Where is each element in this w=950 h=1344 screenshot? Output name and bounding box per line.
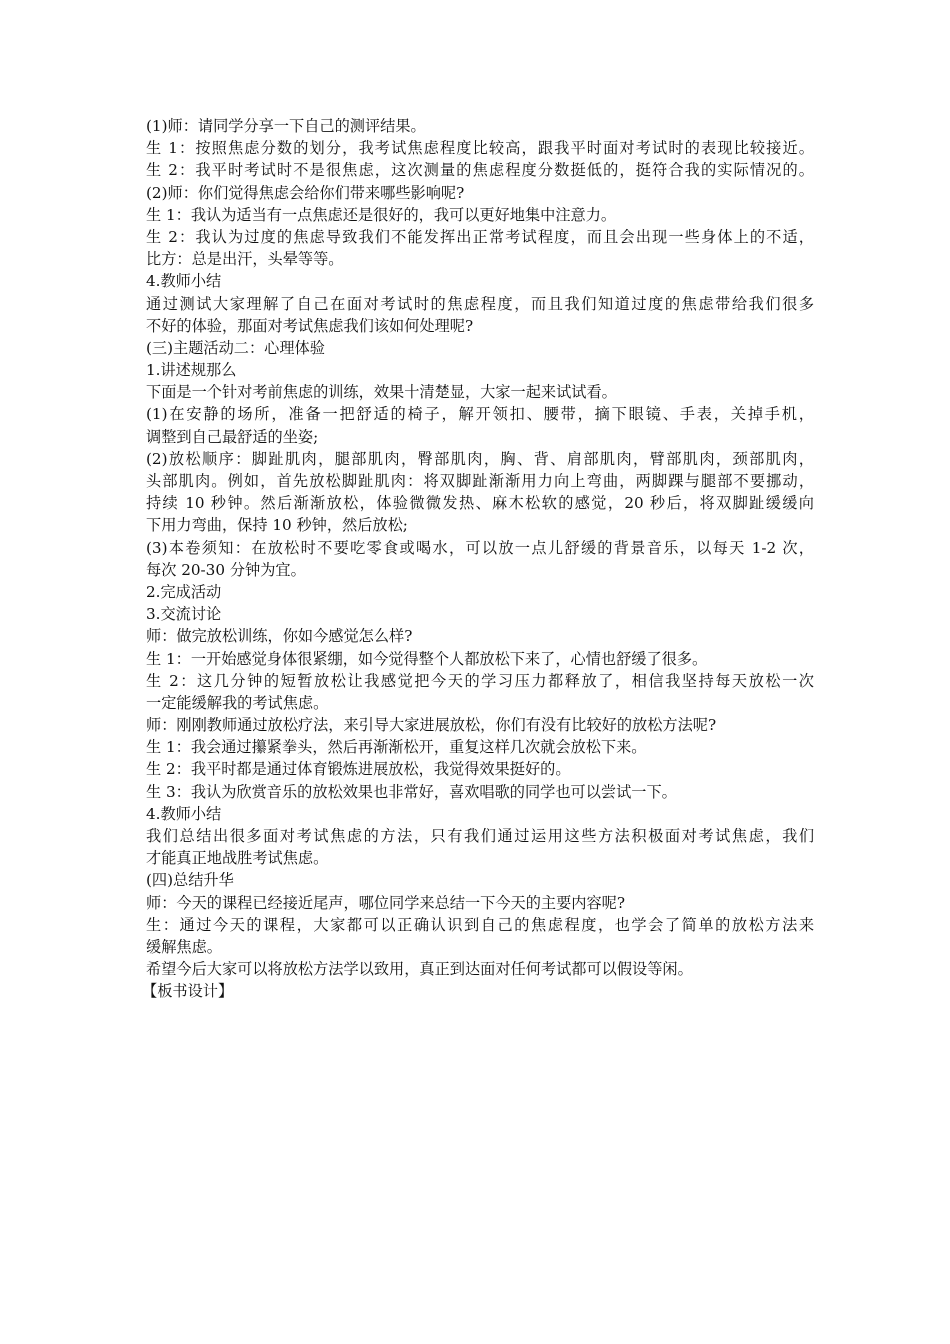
text-line: 一定能缓解我的考试焦虑。: [146, 693, 329, 712]
text-line: 不好的体验，那面对考试焦虑我们该如何处理呢?: [146, 316, 474, 335]
text-line: (1)师：请同学分享一下自己的测评结果。: [146, 117, 426, 135]
text-line: 2.完成活动: [146, 582, 222, 601]
text-line: 通过测试大家理解了自己在面对考试时的焦虑程度，而且我们知道过度的焦虑带给我们很多: [146, 294, 814, 313]
text-line: 师：刚刚教师通过放松疗法，来引导大家进展放松，你们有没有比较好的放松方法呢?: [146, 716, 717, 735]
text-line: 生 1：我认为适当有一点焦虑还是很好的，我可以更好地集中注意力。: [146, 205, 617, 224]
text-line: 1.讲述规那么: [146, 361, 237, 380]
text-line: 生：通过今天的课程，大家都可以正确认识到自己的焦虑程度，也学会了简单的放松方法来: [146, 915, 814, 934]
text-line: 生 1：我会通过攥紧拳头，然后再渐渐松开，重复这样几次就会放松下来。: [146, 738, 647, 757]
text-line: (三)主题活动二：心理体验: [146, 338, 325, 357]
text-line: (四)总结升华: [146, 871, 234, 890]
text-line: 生 1：一开始感觉身体很紧绷，如今觉得整个人都放松下来了，心情也舒缓了很多。: [146, 649, 708, 668]
text-line: 希望今后大家可以将放松方法学以致用，真正到达面对任何考试都可以假设等闲。: [146, 960, 693, 979]
text-line: 下面是一个针对考前焦虑的训练，效果十清楚显，大家一起来试试看。: [146, 383, 617, 402]
text-line: 生 2：我平时考试时不是很焦虑，这次测量的焦虑程度分数挺低的，挺符合我的实际情况的。: [146, 161, 814, 180]
text-line: 4.教师小结: [146, 804, 222, 823]
text-line: 下用力弯曲，保持 10 秒钟，然后放松;: [146, 516, 408, 535]
text-line: (2)放松顺序：脚趾肌肉，腿部肌肉，臀部肌肉，胸、背、肩部肌肉，臂部肌肉，颈部肌肉，: [146, 449, 814, 468]
text-line: 比方：总是出汗，头晕等等。: [146, 250, 344, 269]
text-line: 每次 20-30 分钟为宜。: [146, 560, 306, 579]
text-line: 才能真正地战胜考试焦虑。: [146, 849, 329, 868]
text-line: 师：今天的课程已经接近尾声，哪位同学来总结一下今天的主要内容呢?: [146, 893, 625, 912]
text-line: 我们总结出很多面对考试焦虑的方法，只有我们通过运用这些方法积极面对考试焦虑，我们: [146, 827, 814, 845]
text-line: (3)本卷须知：在放松时不要吃零食或喝水，可以放一点儿舒缓的背景音乐，以每天 1-2 次，: [146, 538, 814, 557]
text-line: 缓解焦虑。: [146, 937, 222, 956]
text-line: 生 2：我平时都是通过体育锻炼进展放松，我觉得效果挺好的。: [146, 760, 571, 779]
text-line: (2)师：你们觉得焦虑会给你们带来哪些影响呢?: [146, 183, 465, 202]
text-line: 生 1：按照焦虑分数的划分，我考试焦虑程度比较高，跟我平时面对考试时的表现比较接近。: [146, 139, 814, 158]
text-line: 生 3：我认为欣赏音乐的放松效果也非常好，喜欢唱歌的同学也可以尝试一下。: [146, 782, 677, 801]
text-line: 师：做完放松训练，你如今感觉怎么样?: [146, 627, 413, 646]
text-line: 调整到自己最舒适的坐姿;: [146, 427, 319, 446]
text-line: 4.教师小结: [146, 272, 222, 291]
text-line: 持续 10 秒钟。然后渐渐放松，体验微微发热、麻木松软的感觉，20 秒后，将双脚趾缓缓向: [146, 494, 814, 513]
text-line: 【板书设计】: [142, 982, 234, 1001]
document-body: [142, 115, 814, 1003]
text-line: 生 2：这几分钟的短暂放松让我感觉把今天的学习压力都释放了，相信我坚持每天放松一次: [146, 671, 814, 690]
text-line: 头部肌肉。例如，首先放松脚趾肌肉：将双脚趾渐渐用力向上弯曲，两脚踝与腿部不要挪动，: [146, 472, 814, 490]
text-line: 生 2：我认为过度的焦虑导致我们不能发挥出正常考试程度，而且会出现一些身体上的不适，: [146, 227, 814, 246]
text-line: 3.交流讨论: [146, 605, 222, 624]
text-line: (1)在安静的场所，准备一把舒适的椅子，解开领扣、腰带，摘下眼镜、手表，关掉手机，: [146, 405, 814, 424]
